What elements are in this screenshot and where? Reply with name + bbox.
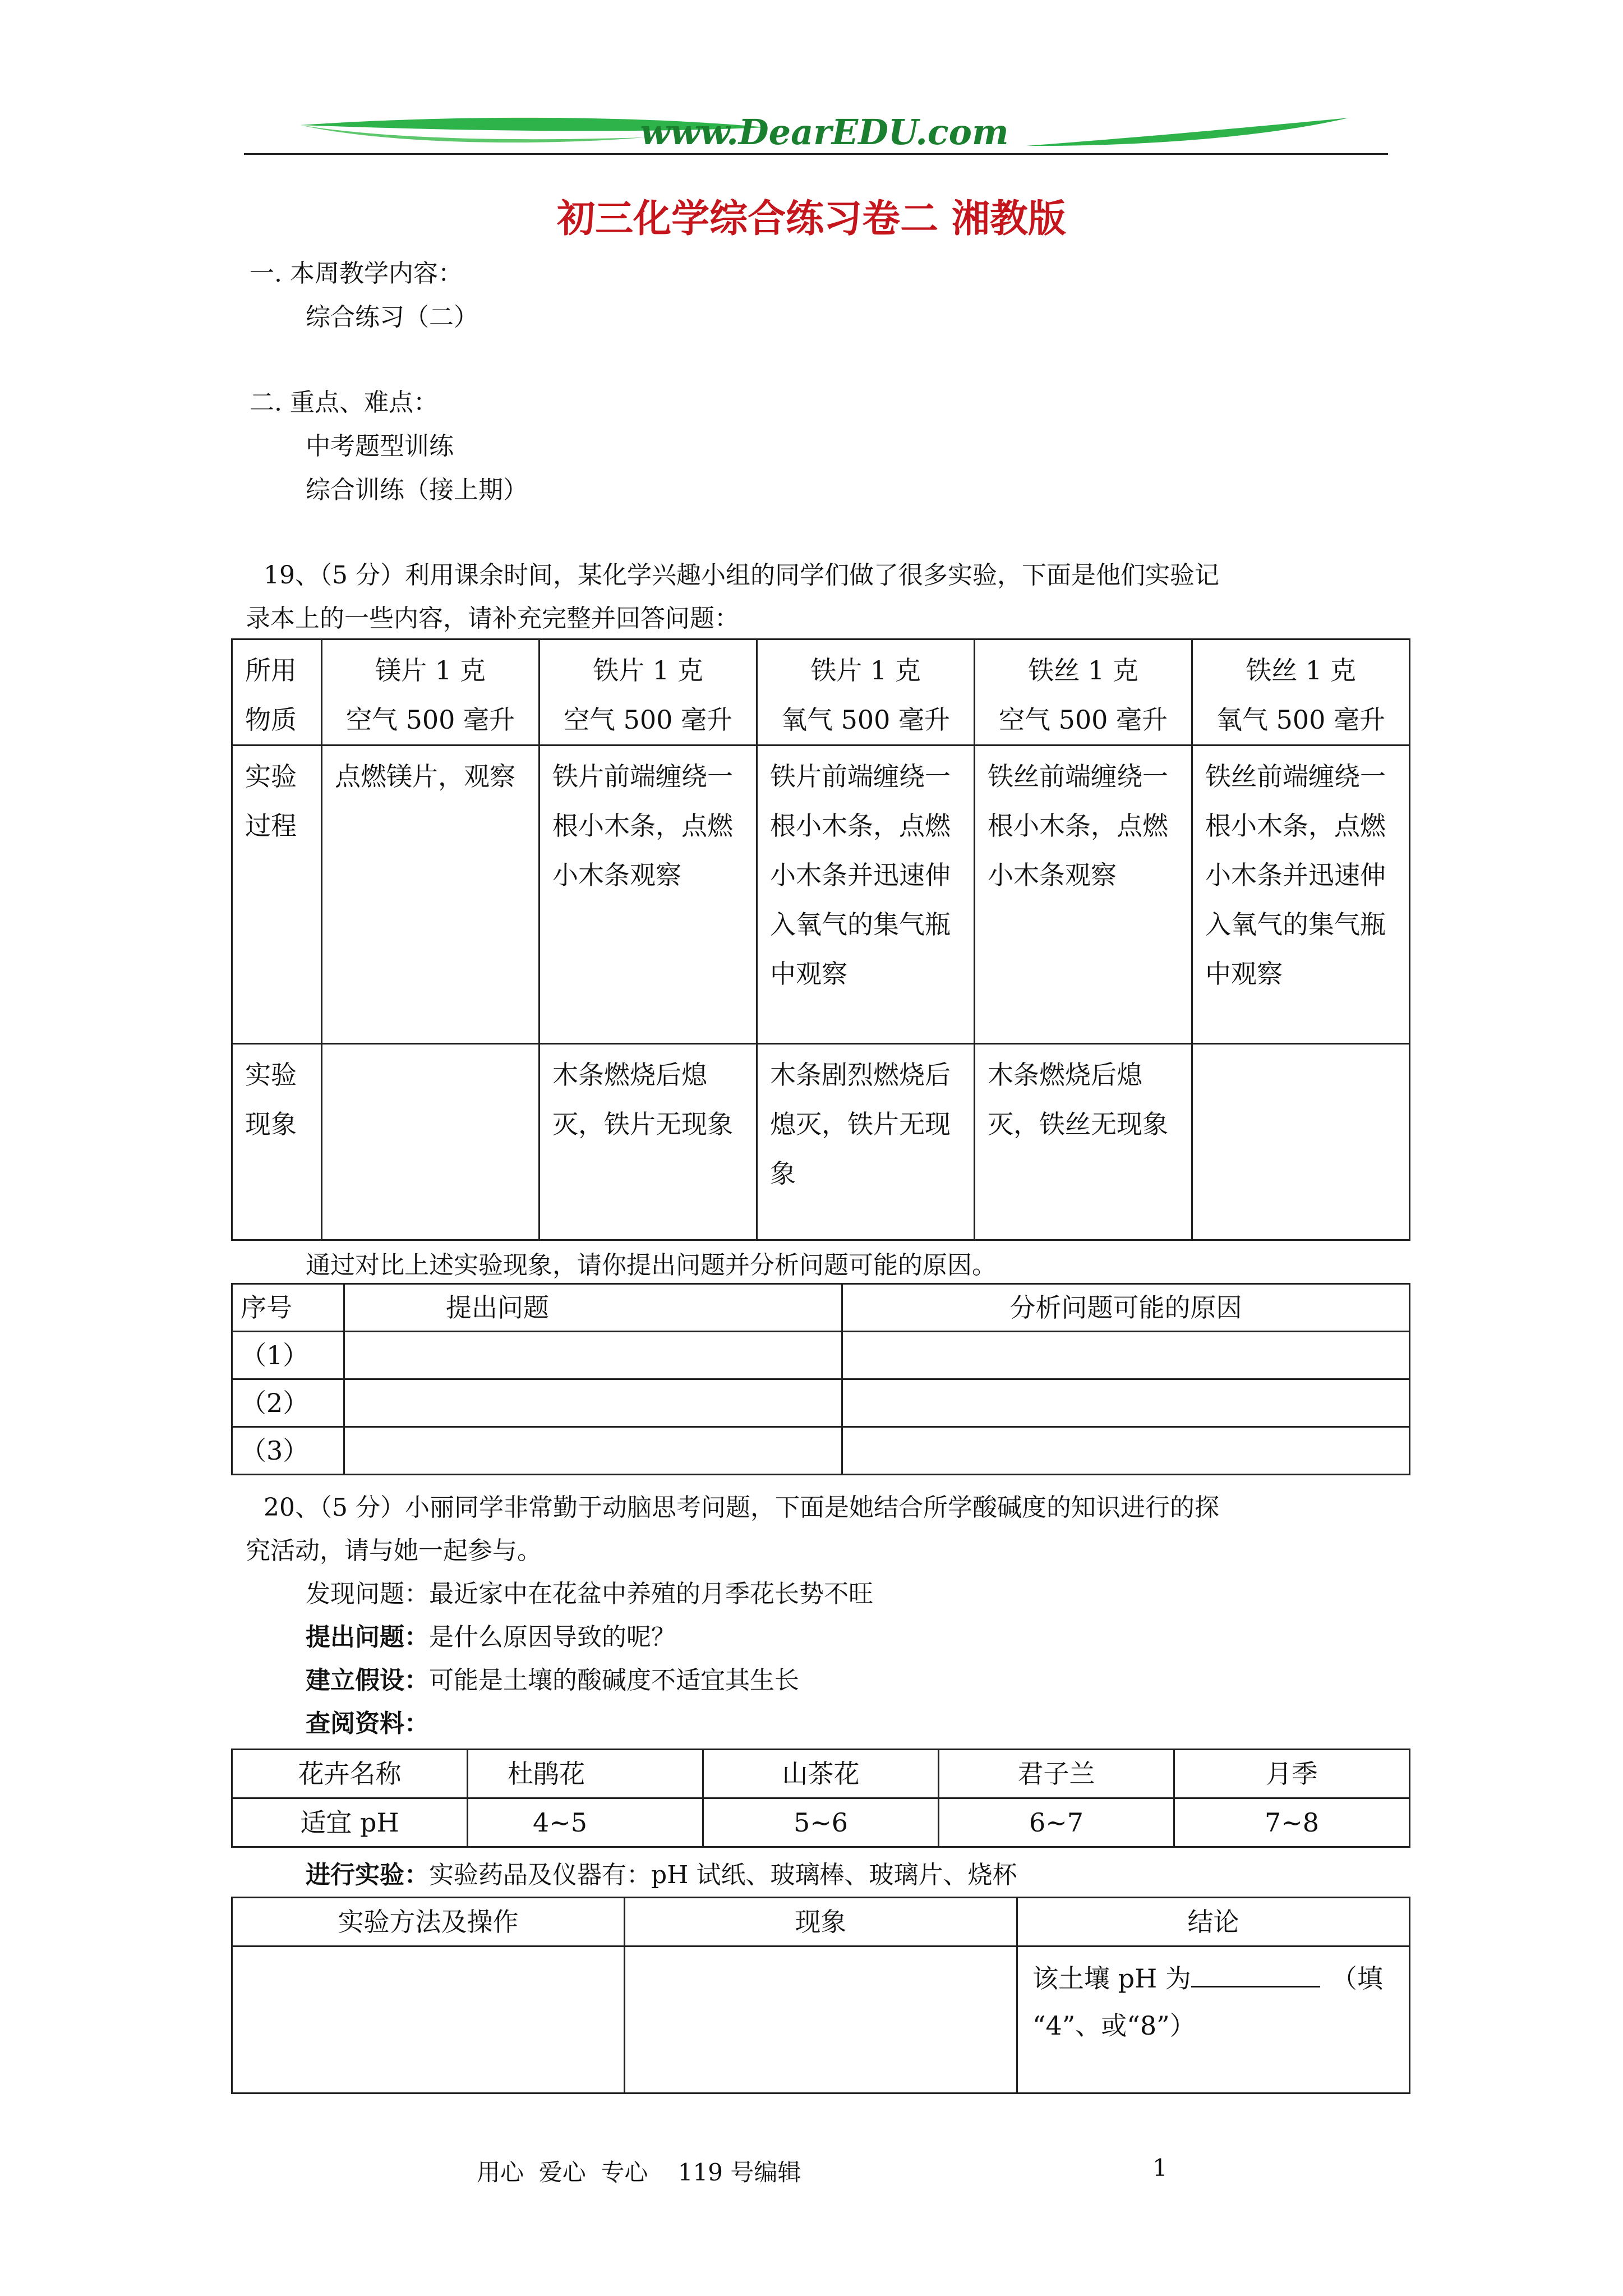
reason-answer-cell[interactable]: [842, 1332, 1410, 1379]
q19-line1: 19、（5 分）利用课余时间，某化学兴趣小组的同学们做了很多实验，下面是他们实验记: [264, 561, 1219, 590]
header-conclusion: 结论: [1017, 1898, 1410, 1947]
ph-cell: 5~6: [703, 1798, 939, 1847]
row-header-materials: 所用物质: [232, 639, 322, 746]
method-answer-cell[interactable]: [232, 1947, 625, 2093]
ph-answer-blank[interactable]: [1191, 1955, 1320, 1987]
section2-item-2: 综合训练（接上期）: [306, 476, 528, 504]
section2-heading: 二. 重点、难点：: [250, 388, 438, 417]
row-header-phenomenon: 实验现象: [232, 1044, 322, 1240]
reason-answer-cell[interactable]: [842, 1427, 1410, 1475]
header-method: 实验方法及操作: [232, 1898, 625, 1947]
ph-cell: 杜鹃花: [468, 1750, 703, 1798]
material-cell-1: 镁片 1 克 空气 500 毫升: [322, 639, 540, 746]
q20-discover: 发现问题：最近家中在花盆中养殖的月季花长势不旺: [306, 1580, 873, 1608]
experiment-label: 进行实验：: [306, 1861, 429, 1889]
ph-cell: 山茶花: [703, 1750, 939, 1798]
process-cell-4: 铁丝前端缠绕一根小木条，点燃小木条观察: [975, 746, 1192, 1044]
process-row: [232, 746, 1410, 1044]
question-answer-cell[interactable]: [344, 1379, 842, 1427]
material-cell-2: 铁片 1 克 空气 500 毫升: [540, 639, 757, 746]
experiment-table: [231, 638, 1410, 1241]
q20-line2: 究活动，请与她一起参与。: [246, 1536, 542, 1565]
hypothesis-text: 可能是土壤的酸碱度不适宜其生长: [429, 1666, 799, 1695]
ph-cell: 7~8: [1174, 1798, 1410, 1847]
conclusion-options: “4”、或“8”）: [1032, 2010, 1196, 2041]
material-cell-5: 铁丝 1 克 氧气 500 毫升: [1192, 639, 1410, 746]
section2-item-1: 中考题型训练: [306, 432, 454, 461]
hypothesis-label: 建立假设：: [306, 1666, 429, 1695]
section1-content: 综合练习（二）: [306, 303, 478, 332]
header-reason: 分析问题可能的原因: [842, 1284, 1410, 1332]
header-phenomenon: 现象: [625, 1898, 1017, 1947]
reason-answer-cell[interactable]: [842, 1379, 1410, 1427]
document-title: 初三化学综合练习卷二 湘教版: [557, 196, 1066, 241]
ph-cell: 月季: [1174, 1750, 1410, 1798]
logo-swoosh-right: [1026, 118, 1349, 146]
question-row: [232, 1427, 1410, 1475]
ph-cell: 4~5: [468, 1798, 703, 1847]
method-table-header: [232, 1898, 1410, 1947]
ph-table-row-values: [232, 1798, 1410, 1847]
question-answer-cell[interactable]: [344, 1427, 842, 1475]
header-logo: [297, 104, 1352, 165]
process-cell-3: 铁片前端缠绕一根小木条，点燃小木条并迅速伸入氧气的集气瓶中观察: [757, 746, 975, 1044]
conclusion-fill-note: （填: [1331, 1963, 1383, 1994]
row-index: （2）: [232, 1379, 344, 1427]
header-question: 提出问题: [344, 1284, 842, 1332]
question-row: [232, 1379, 1410, 1427]
q20-line1: 20、（5 分）小丽同学非常勤于动脑思考问题，下面是她结合所学酸碱度的知识进行的探: [264, 1493, 1219, 1522]
question-analysis-table: [231, 1283, 1410, 1475]
phenomenon-row: [232, 1044, 1410, 1240]
ph-table: [231, 1749, 1410, 1848]
phenomenon-cell-3: 木条剧烈燃烧后熄灭，铁片无现象: [757, 1044, 975, 1240]
ph-cell: 花卉名称: [232, 1750, 468, 1798]
raise-label: 提出问题：: [306, 1623, 429, 1651]
header-rule: [244, 153, 1388, 155]
row-index: （3）: [232, 1427, 344, 1475]
material-cell-4: 铁丝 1 克 空气 500 毫升: [975, 639, 1192, 746]
row-index: （1）: [232, 1332, 344, 1379]
q20-reference-label: 查阅资料：: [306, 1709, 429, 1738]
conclusion-text: 该土壤 pH 为: [1032, 1963, 1191, 1994]
header-index: 序号: [232, 1284, 344, 1332]
phenomenon-cell-5: [1192, 1044, 1410, 1240]
q20-raise: [306, 1616, 676, 1659]
material-cell-3: 铁片 1 克 氧气 500 毫升: [757, 639, 975, 746]
process-cell-1: 点燃镁片，观察: [322, 746, 540, 1044]
question-answer-cell[interactable]: [344, 1332, 842, 1379]
question-table-header: [232, 1284, 1410, 1332]
raise-text: 是什么原因导致的呢？: [429, 1623, 676, 1651]
ph-cell: 适宜 pH: [232, 1798, 468, 1847]
process-cell-5: 铁丝前端缠绕一根小木条，点燃小木条并迅速伸入氧气的集气瓶中观察: [1192, 746, 1410, 1044]
question-row: [232, 1332, 1410, 1379]
method-table: [231, 1897, 1410, 2094]
ph-cell: 6~7: [939, 1798, 1174, 1847]
phenomenon-cell-1: [322, 1044, 540, 1240]
q19-line2: 录本上的一些内容，请补充完整并回答问题：: [246, 604, 739, 633]
row-header-process: 实验过程: [232, 746, 322, 1044]
conclusion-cell: [1017, 1947, 1410, 2093]
footer-text: 用心 爱心 专心 119 号编辑: [477, 2159, 801, 2186]
logo-text: www.DearEDU.com: [640, 112, 1009, 153]
materials-row: [232, 639, 1410, 746]
q19-prompt: 通过对比上述实验现象，请你提出问题并分析问题可能的原因。: [306, 1251, 997, 1280]
experiment-text: 实验药品及仪器有：pH 试纸、玻璃棒、玻璃片、烧杯: [429, 1861, 1017, 1889]
method-table-row: [232, 1947, 1410, 2093]
ph-cell: 君子兰: [939, 1750, 1174, 1798]
q20-hypothesis: [306, 1659, 799, 1702]
q20-experiment: [306, 1854, 1017, 1897]
section1-heading: 一. 本周教学内容：: [250, 259, 463, 288]
phenomenon-cell-2: 木条燃烧后熄灭，铁片无现象: [540, 1044, 757, 1240]
phenomenon-answer-cell[interactable]: [625, 1947, 1017, 2093]
process-cell-2: 铁片前端缠绕一根小木条，点燃小木条观察: [540, 746, 757, 1044]
ph-table-row-names: [232, 1750, 1410, 1798]
page-number: 1: [1152, 2154, 1168, 2182]
phenomenon-cell-4: 木条燃烧后熄灭，铁丝无现象: [975, 1044, 1192, 1240]
